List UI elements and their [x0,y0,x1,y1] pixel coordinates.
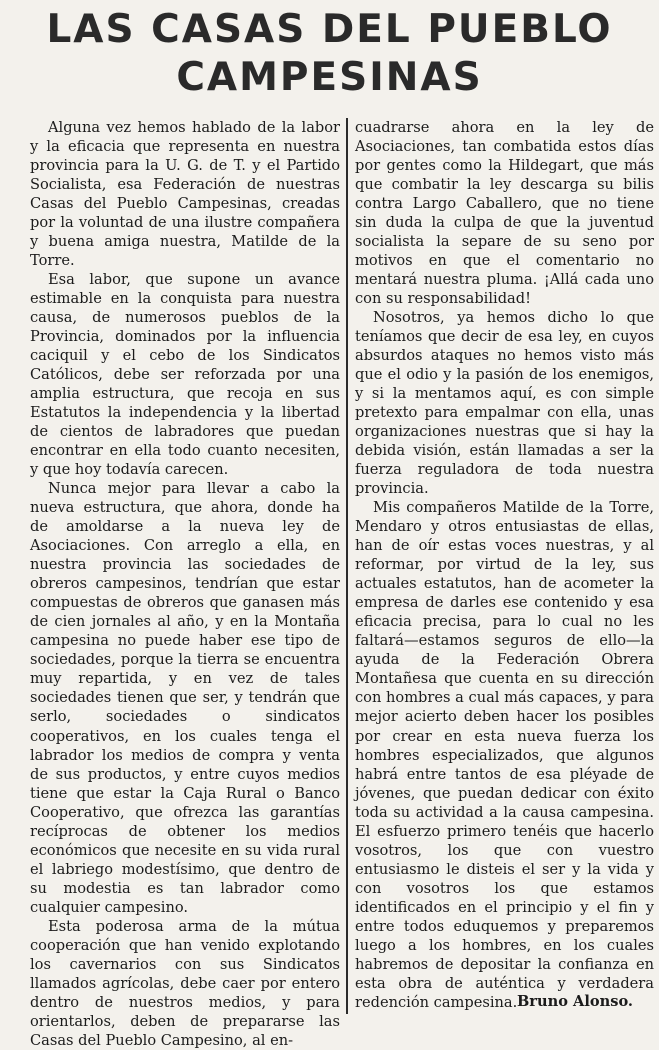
headline-line-1: LAS CASAS DEL PUEBLO [46,7,613,52]
paragraph: Mis compañeros Matilde de la Torre, Mendaro y otros entusiastas de ellas, han de oír estas voces nuestras, y al reformar, por virtud de la ley, sus actuales estatutos, han de acometer la empresa de darles ese contenido y esa eficacia precisa, para lo cual no les faltará—estamos seguros de ello—la ayuda de la Federación Obrera Montañesa que cuenta en su dirección con hombres a cual más capaces, y para mejor acierto deben hacer los posibles por crear en esta nueva fuerza los hombres especializados, que algunos habrá entre tantos de esa pléyade de jóvenes, que puedan dedicar con éxito toda su actividad a la causa campesina. El esfuerzo primero tenéis que hacerlo vosotros, los que con vuestro entusiasmo le disteis el ser y la vida y con vosotros los que estamos identificados en el principio y el fin y entre todos eduquemos y preparemos luego a los hombres, en los cuales habremos de depositar la confianza en esta obra de auténtica y verdadera redención campesina. [355,499,654,1011]
paragraph: Alguna vez hemos hablado de la labor y la eficacia que representa en nuestra provincia para la U. G. de T. y el Partido Socialista, esa Federación de nuestras Casas del Pueblo Campesinas, creadas por la voluntad de una ilustre compañera y buena amiga nuestra, Matilde de la Torre. [30,119,340,270]
column-divider [346,118,348,1014]
paragraph: Nunca mejor para llevar a cabo la nueva estructura, que ahora, donde ha de amoldarse a la nueva ley de Asociaciones. Con arreglo a ella, en nuestra provincia las sociedades de obreros campesinos, tendrían que estar compuestas de obreros que ganasen más de cien jornales al año, y en la Montaña campesina no puede haber ese tipo de sociedades, porque la tierra se encuentra muy repartida, y en vez de tales sociedades tienen que ser, y tendrán que serlo, sociedades o sindicatos cooperativos, en los cuales tenga el labrador los medios de compra y venta de sus productos, y entre cuyos medios tiene que estar la Caja Rural o Banco Cooperativo, que ofrezca las garantías recíprocas de obtener los medios económicos que necesite en su vida rural el labriego modestísimo, que dentro de su modestia es tan labrador como cualquier campesino. [30,480,340,916]
article-headline [0,6,659,102]
right-column [355,118,654,1012]
headline-line-2: CAMPESINAS [176,55,483,100]
paragraph: Nosotros, ya hemos dicho lo que teníamos que decir de esa ley, en cuyos absurdos ataques no hemos visto más que el odio y la pasión de los enemigos, y si la mentamos aquí, es con simple pretexto para empalmar con ella, unas organizaciones nuestras que si hay la debida visión, están llamadas a ser la fuerza reguladora de toda nuestra provincia. [355,309,654,498]
paragraph: Esta poderosa arma de la mútua cooperación que han venido explotando los cavernarios con sus Sindicatos llamados agrícolas, debe caer por entero dentro de nuestros medios, y para orientarlos, deben de prepararse las Casas del Pueblo Campesino, al en- [30,917,340,1049]
paragraph: cuadrarse ahora en la ley de Asociaciones, tan combatida estos días por gentes como la Hildegart, que más que combatir la ley descarga su bilis contra Largo Caballero, que no tiene sin duda la culpa de que la juventud socialista la separe de su seno por motivos en que el comentario no mentará nuestra pluma. ¡Allá cada uno con su responsabilidad! [355,119,654,308]
left-column [30,118,340,1050]
paragraph: Esa labor, que supone un avance estimable en la conquista para nuestra causa, de numerosos pueblos de la Provincia, dominados por la influencia caciquil y el cebo de los Sindicatos Católicos, debe ser reforzada por una amplia estructura, que recoja en sus Estatutos la independencia y la libertad de cientos de labradores que puedan encontrar en ella todo cuanto necesiten, y que hoy todavía carecen. [30,271,340,479]
author-signature: Bruno Alonso. [516,993,633,1010]
